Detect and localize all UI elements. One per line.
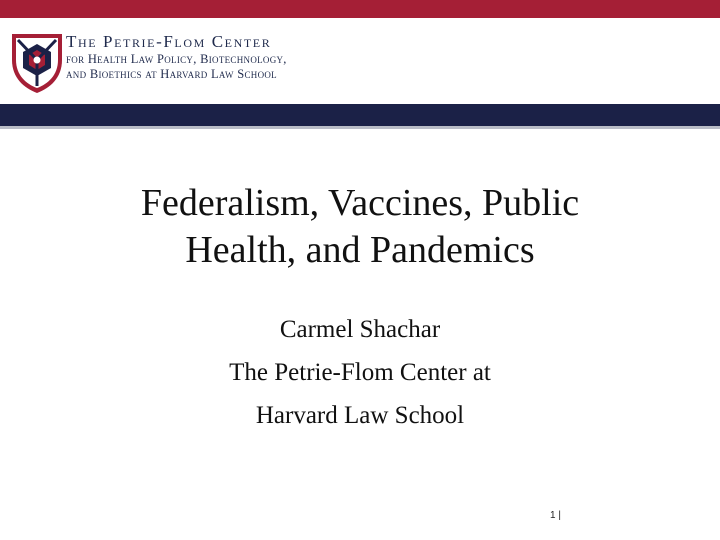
slide-title-line2: Health, and Pandemics bbox=[185, 229, 535, 271]
organization-name: The Petrie-Flom Center bbox=[66, 32, 272, 51]
header-crimson-band bbox=[0, 0, 720, 18]
slide-title bbox=[60, 180, 660, 274]
organization-name-block bbox=[66, 32, 287, 82]
organization-tagline-line2: and Bioethics at Harvard Law School bbox=[66, 67, 277, 81]
header-divider bbox=[0, 126, 720, 129]
slide-subtitle bbox=[60, 308, 660, 437]
petrie-flom-shield-logo-icon bbox=[10, 30, 64, 94]
affiliation-line1: The Petrie-Flom Center at bbox=[229, 359, 491, 386]
affiliation-line2: Harvard Law School bbox=[255, 402, 465, 429]
header-navy-band bbox=[0, 104, 720, 126]
slide-number: 1 | bbox=[550, 510, 561, 521]
slide-header bbox=[0, 18, 720, 104]
slide-title-line1: Federalism, Vaccines, Public bbox=[140, 182, 580, 224]
author-name: Carmel Shachar bbox=[279, 316, 441, 343]
organization-tagline-line1: for Health Law Policy, Biotechnology, bbox=[66, 52, 287, 66]
